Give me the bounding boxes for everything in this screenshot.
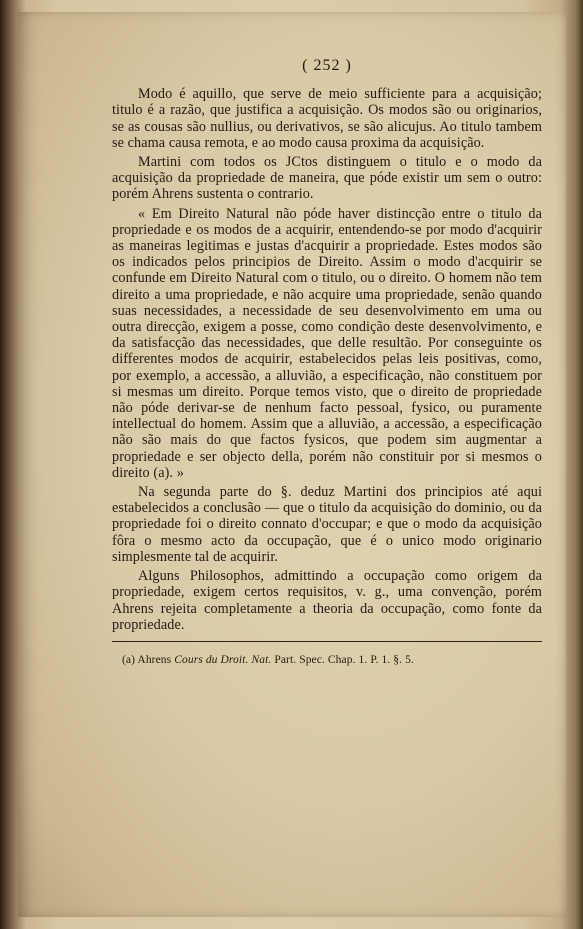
footnote-work: Cours du Droit. Nat. bbox=[174, 654, 272, 667]
paragraph-philosophos: Alguns Philosophos, admittindo a occupação como origem da propriedade, exigem certos requisitos, v. g., uma convenção, porém Ahrens rejeita completamente a theoria da occupação, como fonte da propriedade. bbox=[112, 568, 542, 633]
text-block bbox=[112, 58, 542, 679]
paragraph-segunda-parte: Na segunda parte do §. deduz Martini dos principios até aqui estabelecidos a conclusão — que o titulo da acquisição do dominio, ou da propriedade foi o direito connato d'occupar; e que o modo da acquisição fôra o mesmo acto da occupação, que é o unico modo originario simplesmente tal de acquirir. bbox=[112, 484, 542, 565]
paragraph-martini: Martini com todos os JCtos distinguem o titulo e o modo da acquisição da propriedade de maneira, que póde existir um sem o outro: porém Ahrens sustenta o contrario. bbox=[112, 154, 542, 203]
footnote-rule bbox=[112, 641, 542, 642]
footnote-author: Ahrens bbox=[137, 654, 172, 667]
paragraph-modo: Modo é aquillo, que serve de meio sufficiente para a acquisição; titulo é a razão, que justifica a acquisição. Os modos são ou originarios, se as cousas são nullius, ou derivativos, se são alicujus. Ao titulo tambem se chama causa remota, e ao modo causa proxima da acquisição. bbox=[112, 86, 542, 151]
footnote bbox=[112, 653, 542, 667]
page-number: ( 252 ) bbox=[302, 57, 352, 74]
footnote-mark: (a) bbox=[122, 654, 136, 667]
paragraph-quote-ahrens: « Em Direito Natural não póde haver distincção entre o titulo da propriedade e os modos de a acquirir, entendendo-se por modo d'acquirir as maneiras legitimas e justas d'acquirir a propriedade. Estes modos são os indicados pelos principios de Direito. Assim o modo d'acquirir se confunde em Direito Natural com o titulo, ou o direito. O homem não tem direito a uma propriedade, e não acquire uma propriedade, senão quando suas necessidades, a necessidade de seu desenvolvimento em uma ou outra direcção, exigem a posse, como condição deste desenvolvimento, e da satisfacção das necessidades, que delle resultão. Por conseguinte os differentes modos de acquirir, estabelecidos pelas leis positivas, como, por exemplo, a accessão, a alluvião, a especificação, não constituem por si mesmas um direito. Porque temos visto, que o direito de propriedade não póde derivar-se de nenhum facto pessoal, fysico, ou puramente intellectual do homem. Assim que a alluvião, a accessão, a especificação não são mais do que factos fysicos, que podem sim augmentar a propriedade e ser objecto della, porém não constituir por si mesmos o direito (a). » bbox=[112, 205, 542, 481]
footnote-reference: Part. Spec. Chap. 1. P. 1. §. 5. bbox=[274, 654, 414, 667]
